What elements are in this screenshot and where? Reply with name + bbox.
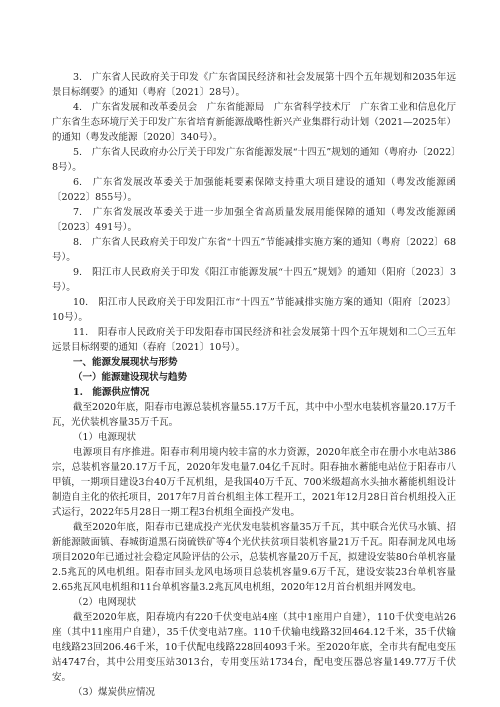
reference-item: 7. 广东省发展改革委关于进一步加强全省高质量发展用能保障的通知（粤发改能源函〔2023〕491号）。: [52, 207, 456, 233]
reference-item: 11. 阳春市人民政府关于印发阳春市国民经济和社会发展第十四个五年规划和二〇三五年远景目标纲要的通知（春府〔2021〕10号）。: [52, 327, 456, 353]
reference-item: 10. 阳江市人民政府关于印发阳江市“十四五”节能减排实施方案的通知（阳府〔2023〕10号）。: [52, 297, 456, 323]
power-source-paragraph: 截至2020年底，阳春市已建成投产光伏发电装机容量35万千瓦，其中联合光伏马水镇、招新能源陂面镇、春城街道黑石岗硫铁矿等4个光伏扶贫项目装机容量21万千瓦。阳春洞龙风电场项目2020年已通过社会稳定风险评估的公示，总装机容量20万千瓦，拟建设安装80台单机容量2.5兆瓦的风电机组。阳春市回头龙风电场项目总装机容量9.6万千瓦，建设安装23台单机容量2.65兆瓦风电机组和11台单机容量3.2兆瓦风电机组，2020年12月首台机组并网发电。: [52, 522, 456, 593]
energy-supply-paragraph: 截至2020年底，阳春市电源总装机容量55.17万千瓦，其中中小型水电装机容量20.17万千瓦，光伏装机容量35万千瓦。: [52, 402, 456, 428]
subsection-heading: （一）能源建设现状与趋势: [73, 372, 188, 383]
reference-item: 5. 广东省人民政府办公厅关于印发广东省能源发展“十四五”规划的通知（粤府办〔2022〕8号）。: [52, 147, 456, 173]
reference-item: 6. 广东省发展改革委关于加强能耗要素保障支持重大项目建设的通知（粤发改能源函〔2022〕855号）。: [52, 177, 456, 203]
coal-supply-heading: （3）煤炭供应情况: [73, 687, 156, 698]
reference-list: [52, 70, 466, 355]
power-source-heading: （1）电源现状: [73, 432, 137, 443]
reference-item: 3. 广东省人民政府关于印发《广东省国民经济和社会发展第十四个五年规划和2035年远景目标纲要》的通知（粤府〔2021〕28号）。: [52, 72, 456, 98]
grid-paragraph: 截至2020年底，阳春境内有220千伏变电站4座（其中1座用户自建），110千伏变电站26座（其中11座用户自建），35千伏变电站7座。110千伏输电线路32回464.12千米，35千伏输电线路23回206.46千米，10千伏配电线路228回4093千米。至2020年底，全市共有配电变压站4747台，其中公用变压站3013台，专用变压站1734台，配电变压器总容量149.77万千伏安。: [52, 612, 456, 683]
grid-heading: （2）电网现状: [73, 597, 137, 608]
section-heading: 一、能源发展现状与形势: [73, 357, 178, 368]
reference-item: 9. 阳江市人民政府关于印发《阳江市能源发展“十四五”规划》的通知（阳府〔2023〕3号）。: [52, 267, 456, 293]
document-body: [52, 70, 466, 700]
reference-item: 4. 广东省发展和改革委员会 广东省能源局 广东省科学技术厅 广东省工业和信息化厅 广东省生态环境厅关于印发广东省培育新能源战略性新兴产业集群行动计划（2021—2025年）的通知（粤发改能源〔2020〕340号）。: [52, 102, 466, 143]
reference-item: 8. 广东省人民政府关于印发广东省“十四五”节能减排实施方案的通知（粤府〔2022〕68号）。: [52, 237, 456, 263]
energy-supply-heading: 1. 能源供应情况: [73, 387, 150, 398]
power-source-paragraph: 电源项目有序推进。阳春市利用境内较丰富的水力资源，2020年底全市在册小水电站386宗，总装机容量20.17万千瓦，2020年发电量7.04亿千瓦时。阳春抽水蓄能电站位于阳春市八甲镇，一期项目建设3台40万千瓦机组，是我国40万千瓦、700米级超高水头抽水蓄能机组设计制造自主化的依托项目，2017年7月首台机组主体工程开工，2021年12月28日首台机组投入正式运行，2022年5月28日一期工程3台机组全面投产发电。: [52, 447, 456, 518]
